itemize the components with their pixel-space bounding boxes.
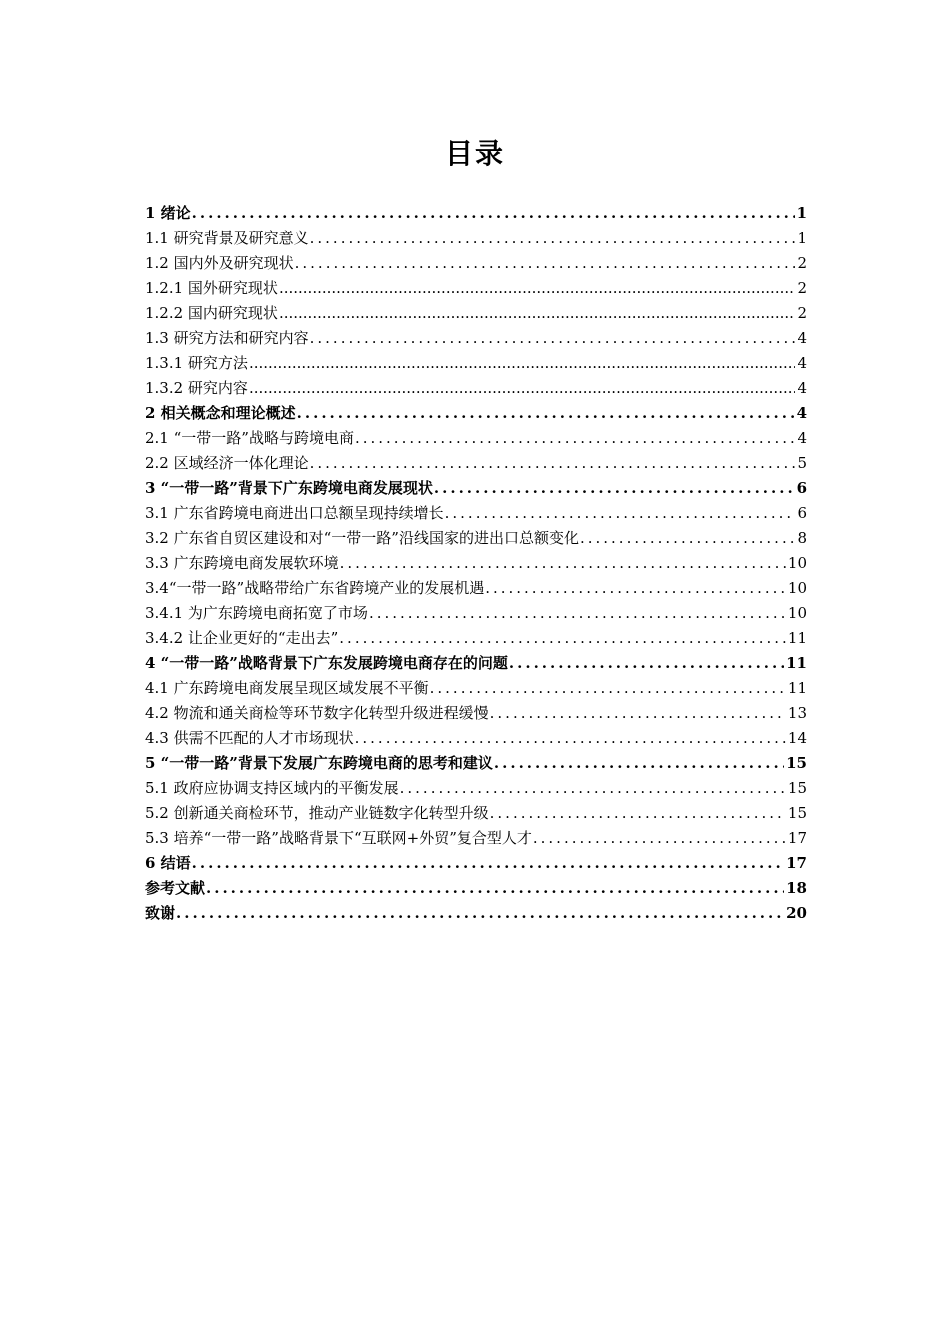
toc-entry[interactable] <box>145 601 807 626</box>
toc-entry-label: 3.3 广东跨境电商发展软环境 <box>145 554 339 572</box>
toc-entry[interactable] <box>145 326 807 351</box>
toc-entry[interactable] <box>145 526 807 551</box>
page-title: 目录 <box>444 137 505 170</box>
toc-entry[interactable] <box>145 476 807 501</box>
toc-entry[interactable] <box>145 751 807 776</box>
toc-page-number: 2 <box>797 304 807 322</box>
toc-entry-label: 3.2 广东省自贸区建设和对“一带一路”沿线国家的进出口总额变化 <box>145 529 579 547</box>
toc-entry[interactable] <box>145 576 807 601</box>
toc-page-number: 11 <box>787 629 807 647</box>
toc-entry[interactable] <box>145 801 807 826</box>
toc-entry[interactable] <box>145 226 807 251</box>
toc-page-number: 17 <box>786 854 807 872</box>
toc-entry[interactable] <box>145 251 807 276</box>
toc-dot-leader <box>429 676 786 701</box>
toc-entry-label: 致谢 <box>145 904 176 922</box>
toc-entry[interactable] <box>145 726 807 751</box>
toc-entry-label: 4.3 供需不匹配的人才市场现状 <box>145 729 354 747</box>
toc-page-number: 20 <box>786 904 807 922</box>
toc-page-number: 6 <box>797 504 807 522</box>
toc-page-number: 15 <box>787 779 807 797</box>
toc-page-number: 14 <box>787 729 807 747</box>
toc-page-number: 5 <box>797 454 807 472</box>
toc-dot-leader <box>532 826 786 851</box>
toc-page-number: 2 <box>797 254 807 272</box>
toc-dot-leader <box>296 401 795 426</box>
toc-entry[interactable] <box>145 301 807 326</box>
toc-entry[interactable] <box>145 501 807 526</box>
toc-dot-leader <box>309 451 796 476</box>
toc-dot-leader <box>309 226 796 251</box>
toc-page-number: 8 <box>797 529 807 547</box>
toc-entry[interactable] <box>145 401 807 426</box>
toc-page-number: 1 <box>796 204 807 222</box>
toc-entry[interactable] <box>145 351 807 376</box>
toc-entry-label: 3.4.2 让企业更好的“走出去” <box>145 629 339 647</box>
toc-entry[interactable] <box>145 551 807 576</box>
toc-entry-label: 2 相关概念和理论概述 <box>145 404 296 422</box>
toc-entry-label: 1.3 研究方法和研究内容 <box>145 329 309 347</box>
toc-entry-label: 4 “一带一路”战略背景下广东发展跨境电商存在的问题 <box>145 654 508 672</box>
toc-entry-label: 1.2.2 国内研究现状 <box>145 304 278 322</box>
toc-dot-leader <box>489 701 786 726</box>
toc-entry[interactable] <box>145 826 807 851</box>
toc-entry-label: 3.4“一带一路”战略带给广东省跨境产业的发展机遇 <box>145 579 485 597</box>
toc-entry[interactable] <box>145 851 807 876</box>
toc-entry[interactable] <box>145 451 807 476</box>
toc-dot-leader <box>493 751 784 776</box>
toc-page-number: 13 <box>787 704 807 722</box>
toc-entry[interactable] <box>145 651 807 676</box>
toc-entry[interactable] <box>145 776 807 801</box>
toc-entry-label: 1.3.1 研究方法 <box>145 354 248 372</box>
toc-dot-leader <box>278 276 796 301</box>
toc-entry-label: 1.1 研究背景及研究意义 <box>145 229 309 247</box>
toc-entry[interactable] <box>145 901 807 926</box>
toc-page-number: 10 <box>787 579 807 597</box>
toc-page-number: 15 <box>786 754 807 772</box>
toc-entry[interactable] <box>145 276 807 301</box>
toc-page-number: 15 <box>787 804 807 822</box>
toc-entry-label: 6 结语 <box>145 854 191 872</box>
toc-entry[interactable] <box>145 701 807 726</box>
toc-dot-leader <box>191 851 784 876</box>
toc-page-number: 4 <box>797 429 807 447</box>
toc-entry-label: 5.3 培养“一带一路”战略背景下“互联网+外贸”复合型人才 <box>145 829 532 847</box>
toc-page-number: 4 <box>797 354 807 372</box>
toc-page-number: 4 <box>797 379 807 397</box>
table-of-contents <box>145 201 807 926</box>
toc-page-number: 10 <box>787 554 807 572</box>
toc-entry[interactable] <box>145 626 807 651</box>
toc-entry-label: 参考文献 <box>145 879 206 897</box>
toc-entry-label: 1.3.2 研究内容 <box>145 379 248 397</box>
toc-dot-leader <box>354 726 786 751</box>
toc-page-number: 4 <box>796 404 807 422</box>
toc-entry[interactable] <box>145 426 807 451</box>
toc-dot-leader <box>489 801 786 826</box>
toc-page-number: 6 <box>796 479 807 497</box>
toc-page-number: 11 <box>787 679 807 697</box>
toc-dot-leader <box>339 551 786 576</box>
toc-dot-leader <box>368 601 786 626</box>
toc-dot-leader <box>248 351 796 376</box>
toc-dot-leader <box>191 201 795 226</box>
toc-dot-leader <box>205 876 784 901</box>
toc-page-number: 4 <box>797 329 807 347</box>
toc-entry-label: 2.2 区域经济一体化理论 <box>145 454 309 472</box>
toc-entry-label: 1 绪论 <box>145 204 191 222</box>
toc-dot-leader <box>354 426 795 451</box>
toc-page-number: 17 <box>787 829 807 847</box>
toc-page-number: 10 <box>787 604 807 622</box>
toc-dot-leader <box>433 476 795 501</box>
toc-entry-label: 3.1 广东省跨境电商进出口总额呈现持续增长 <box>145 504 444 522</box>
toc-entry-label: 1.2 国内外及研究现状 <box>145 254 294 272</box>
toc-entry-label: 3 “一带一路”背景下广东跨境电商发展现状 <box>145 479 433 497</box>
toc-entry-label: 3.4.1 为广东跨境电商拓宽了市场 <box>145 604 368 622</box>
toc-entry-label: 1.2.1 国外研究现状 <box>145 279 278 297</box>
toc-dot-leader <box>294 251 796 276</box>
toc-entry-label: 4.2 物流和通关商检等环节数字化转型升级进程缓慢 <box>145 704 489 722</box>
toc-page-number: 18 <box>786 879 807 897</box>
toc-page-number: 1 <box>797 229 807 247</box>
toc-dot-leader <box>579 526 795 551</box>
toc-entry-label: 5.2 创新通关商检环节，推动产业链数字化转型升级 <box>145 804 489 822</box>
toc-dot-leader <box>399 776 786 801</box>
toc-dot-leader <box>248 376 796 401</box>
toc-dot-leader <box>309 326 796 351</box>
toc-entry[interactable] <box>145 676 807 701</box>
toc-entry[interactable] <box>145 201 807 226</box>
toc-entry-label: 4.1 广东跨境电商发展呈现区域发展不平衡 <box>145 679 429 697</box>
toc-dot-leader <box>444 501 796 526</box>
toc-dot-leader <box>175 901 784 926</box>
toc-dot-leader <box>508 651 784 676</box>
toc-entry[interactable] <box>145 376 807 401</box>
toc-page-number: 2 <box>797 279 807 297</box>
toc-entry[interactable] <box>145 876 807 901</box>
toc-entry-label: 2.1 “一带一路”战略与跨境电商 <box>145 429 354 447</box>
toc-page-number: 11 <box>786 654 807 672</box>
toc-entry-label: 5.1 政府应协调支持区域内的平衡发展 <box>145 779 399 797</box>
toc-dot-leader <box>484 576 786 601</box>
toc-dot-leader <box>338 626 786 651</box>
toc-entry-label: 5 “一带一路”背景下发展广东跨境电商的思考和建议 <box>145 754 493 772</box>
toc-dot-leader <box>278 301 796 326</box>
